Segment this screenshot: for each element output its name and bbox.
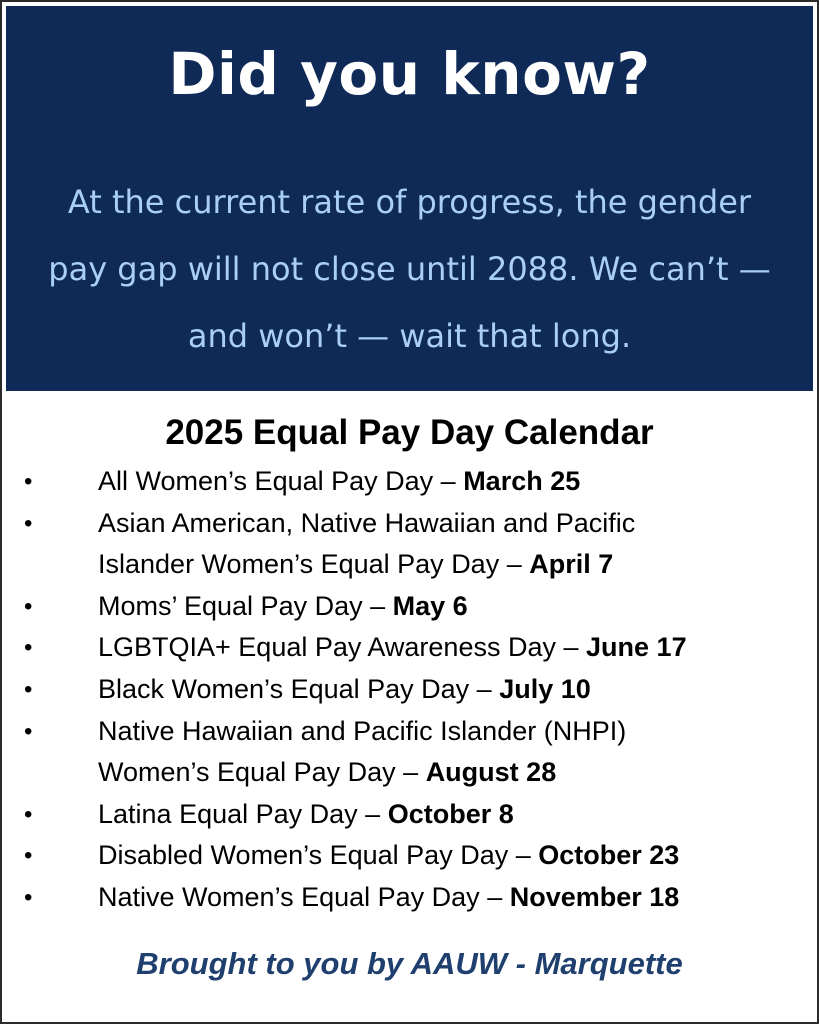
banner-message-line: At the current rate of progress, the gender <box>67 183 752 221</box>
event-name: Native Women’s Equal Pay Day <box>98 881 480 912</box>
dash-separator: – <box>357 798 388 829</box>
calendar-item-line <box>98 752 817 794</box>
bullet-icon: • <box>24 800 33 828</box>
event-date: March 25 <box>463 466 581 496</box>
calendar-item-line <box>98 877 817 919</box>
event-name: All Women’s Equal Pay Day <box>98 466 434 496</box>
calendar-title: 2025 Equal Pay Day Calendar <box>165 413 654 452</box>
dash-separator: – <box>508 840 539 871</box>
calendar-list-item <box>2 503 817 586</box>
dash-separator: – <box>499 549 530 580</box>
calendar-item-line <box>98 835 817 877</box>
event-name: Latina Equal Pay Day <box>98 798 358 829</box>
bullet-icon: • <box>24 883 33 911</box>
event-date: June 17 <box>586 632 687 663</box>
event-name: Native Hawaiian and Pacific Islander (NHPI) <box>98 715 627 746</box>
dash-separator: – <box>556 632 587 663</box>
bullet-icon: • <box>24 842 33 870</box>
event-name: Disabled Women’s Equal Pay Day <box>98 840 509 871</box>
banner-message-line: pay gap will not close until 2088. We can’t — <box>48 250 771 288</box>
calendar-list-item <box>2 711 817 794</box>
event-name: Asian American, Native Hawaiian and Pacific <box>98 507 636 538</box>
calendar-list-item <box>2 627 817 669</box>
banner-message <box>6 169 813 370</box>
dash-separator: – <box>362 590 393 621</box>
calendar-item-line <box>98 544 817 586</box>
event-name: Moms’ Equal Pay Day <box>98 590 363 621</box>
dash-separator: – <box>479 881 510 912</box>
calendar-list-item <box>2 586 817 628</box>
bullet-icon: • <box>24 634 33 662</box>
bullet-icon: • <box>24 675 33 703</box>
calendar-list-item <box>2 461 817 503</box>
event-date: July 10 <box>499 673 591 704</box>
calendar-list-item <box>2 877 817 919</box>
calendar-item-line <box>98 794 817 836</box>
calendar-item-line <box>98 669 817 711</box>
calendar-list-item <box>2 794 817 836</box>
dash-separator: – <box>395 757 426 788</box>
bullet-icon: • <box>24 468 33 495</box>
calendar-list-item <box>2 669 817 711</box>
event-date: October 8 <box>387 798 514 829</box>
event-date: April 7 <box>529 549 614 580</box>
event-name: Women’s Equal Pay Day <box>98 757 396 788</box>
calendar-item-line <box>98 627 817 669</box>
bullet-icon: • <box>24 592 33 620</box>
event-date: October 23 <box>538 840 680 871</box>
bullet-icon: • <box>24 717 33 745</box>
dash-separator: – <box>469 673 500 704</box>
calendar-item-line <box>98 711 817 753</box>
banner-message-line: and won’t — wait that long. <box>187 317 632 355</box>
event-date: November 18 <box>509 881 680 912</box>
event-name: LGBTQIA+ Equal Pay Awareness Day <box>98 632 556 663</box>
event-date: August 28 <box>425 757 557 788</box>
banner-title: Did you know? <box>168 40 651 108</box>
calendar-item-line <box>98 503 817 545</box>
bullet-icon: • <box>24 509 33 537</box>
footer-credit: Brought to you by AAUW - Marquette <box>136 946 683 981</box>
did-you-know-banner <box>6 6 813 391</box>
dash-separator: – <box>433 466 464 496</box>
event-name: Islander Women’s Equal Pay Day <box>98 549 500 580</box>
calendar-item-line <box>98 461 817 503</box>
calendar-item-line <box>98 586 817 628</box>
calendar-list <box>2 461 817 919</box>
event-name: Black Women’s Equal Pay Day <box>98 673 470 704</box>
calendar-list-item <box>2 835 817 877</box>
event-date: May 6 <box>392 590 468 621</box>
